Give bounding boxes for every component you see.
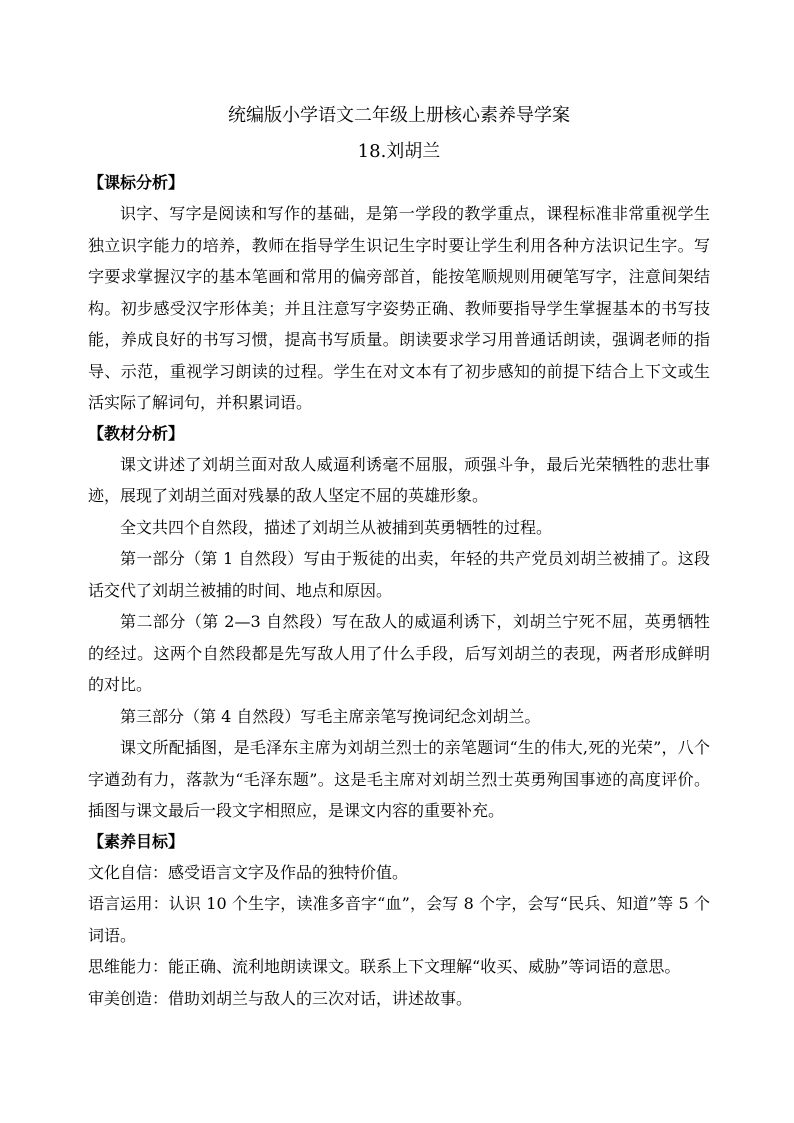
goal-item-thinking bbox=[88, 951, 710, 983]
goal-text: 借助刘胡兰与敌人的三次对话，讲述故事。 bbox=[168, 988, 473, 1008]
goal-text: 认识 10 个生字，读准多音字“血”，会写 8 个字，会写“民兵、知道”等 5 个词语。 bbox=[88, 894, 710, 945]
paragraph: 全文共四个自然段，描述了刘胡兰从被捕到英勇牺牲的过程。 bbox=[120, 517, 553, 537]
section-heading-textbook: 【教材分析】 bbox=[88, 423, 185, 443]
paragraph: 第一部分（第 1 自然段）写由于叛徒的出卖，年轻的共产党员刘胡兰被捕了。这段话交代了刘胡兰被捕的时间、地点和原因。 bbox=[88, 549, 710, 600]
goal-item-language bbox=[88, 888, 710, 951]
goal-text: 感受语言文字及作品的独特价值。 bbox=[168, 862, 409, 882]
paragraph: 第三部分（第 4 自然段）写毛主席亲笔写挽词纪念刘胡兰。 bbox=[120, 706, 541, 726]
paragraph: 课文讲述了刘胡兰面对敌人威逼利诱毫不屈服，顽强斗争，最后光荣牺牲的悲壮事迹，展现了刘胡兰面对残暴的敌人坚定不屈的英雄形象。 bbox=[88, 454, 710, 505]
goal-item-culture bbox=[88, 857, 710, 889]
goal-text: 能正确、流利地朗读课文。联系上下文理解“收买、威胁”等词语的意思。 bbox=[168, 957, 681, 976]
goal-item-aesthetic bbox=[88, 983, 710, 1015]
section-heading-curriculum: 【课标分析】 bbox=[88, 173, 185, 192]
document-page bbox=[88, 100, 710, 1014]
section-goals bbox=[88, 827, 710, 1015]
lesson-title: 18.刘胡兰 bbox=[357, 141, 441, 162]
paragraph: 课文所配插图，是毛泽东主席为刘胡兰烈士的亲笔题词“生的伟大,死的光荣”，八个字遒劲有力，落款为“毛泽东题”。这是毛主席对刘胡兰烈士英勇殉国事迹的高度评价。插图与课文最后一段文字相照应，是课文内容的重要补充。 bbox=[88, 738, 710, 820]
section-curriculum bbox=[88, 168, 710, 419]
document-title: 统编版小学语文二年级上册核心素养导学案 bbox=[228, 105, 570, 126]
section-textbook bbox=[88, 419, 710, 827]
section-heading-goals: 【素养目标】 bbox=[88, 831, 185, 851]
goal-label: 语言运用： bbox=[88, 894, 169, 913]
paragraph: 识字、写字是阅读和写作的基础，是第一学段的教学重点，课程标准非常重视学生独立识字能力的培养，教师在指导学生识记生字时要让学生利用各种方法识记生字。写字要求掌握汉字的基本笔画和常用的偏旁部首，能按笔顺规则用硬笔写字，注意间架结构。初步感受汉字形体美；并且注意写字姿势正确、教师要指导学生掌握基本的书写技能，养成良好的书写习惯，提高书写质量。朗读要求学习用普通话朗读，强调老师的指导、示范，重视学习朗读的过程。学生在对文本有了初步感知的前提下结合上下文或生活实际了解词句，并积累词语。 bbox=[88, 204, 710, 412]
paragraph: 第二部分（第 2—3 自然段）写在敌人的威逼利诱下，刘胡兰宁死不屈，英勇牺牲的经过。这两个自然段都是先写敌人用了什么手段，后写刘胡兰的表现，两者形成鲜明的对比。 bbox=[88, 612, 710, 694]
goal-label: 思维能力： bbox=[88, 957, 169, 976]
goal-label: 审美创造： bbox=[88, 988, 169, 1008]
goal-label: 文化自信： bbox=[88, 862, 169, 882]
